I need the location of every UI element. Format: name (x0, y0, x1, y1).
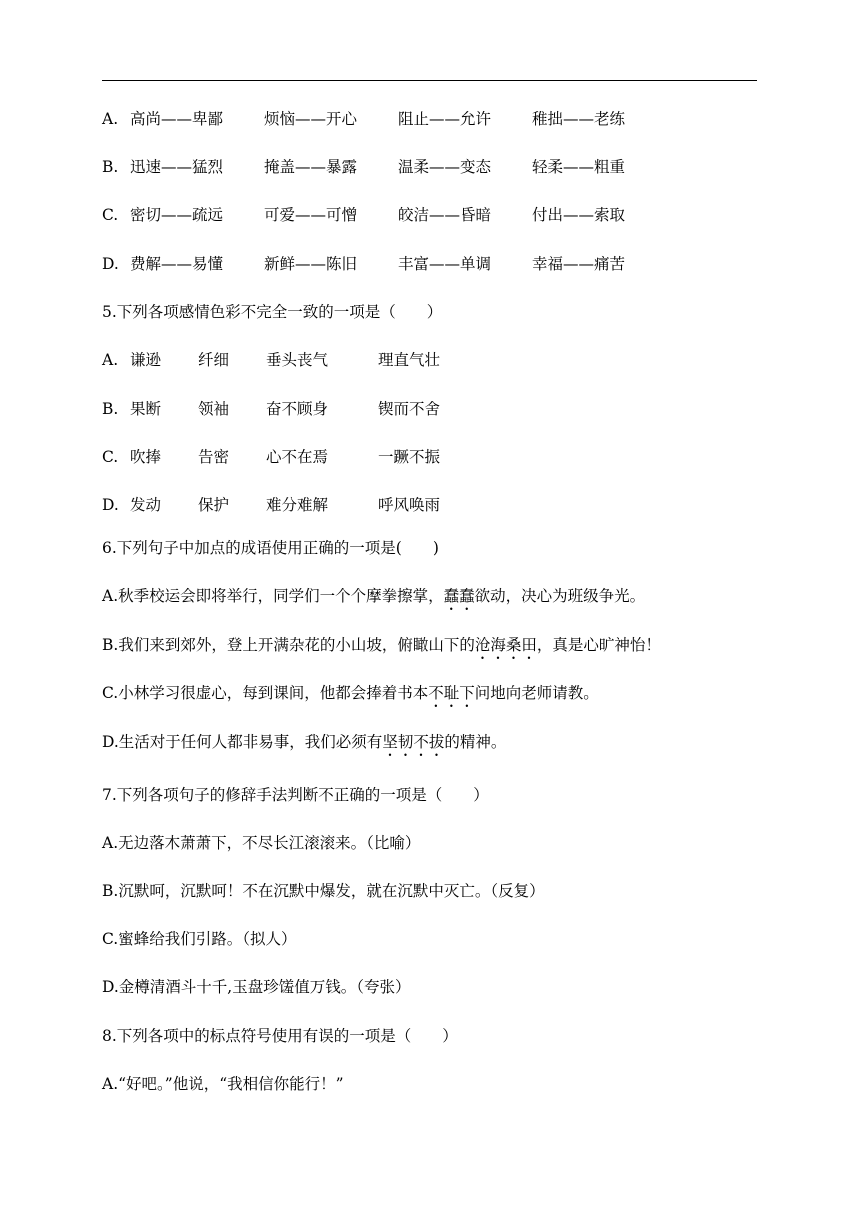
q6-option-b (102, 635, 661, 663)
q6-option-d (102, 732, 506, 760)
word: 心不在焉 (266, 448, 329, 466)
word-pair: 轻柔——粗重 (532, 158, 626, 176)
q6-option-a (102, 586, 645, 614)
q7-option-a: A.无边落木萧萧下，不尽长江滚滚来。（比喻） (102, 834, 421, 852)
word: 理直气壮 (378, 351, 441, 369)
option-letter: C. (102, 206, 119, 224)
word: 领袖 (198, 400, 230, 418)
q6-option-c (102, 683, 599, 711)
sentence-part: C.小林学习很虚心，每到课间，他都会捧着书本 (102, 684, 429, 702)
dotted-idiom: 坚韧不拔 (382, 733, 445, 751)
word: 一蹶不振 (378, 448, 441, 466)
word: 告密 (198, 448, 230, 466)
sentence-part: A.秋季校运会即将举行，同学们一个个摩拳擦掌， (102, 587, 444, 605)
word: 锲而不舍 (378, 400, 441, 418)
word-pair: 温柔——变态 (398, 158, 492, 176)
word: 吹捧 (130, 448, 162, 466)
word: 果断 (130, 400, 162, 418)
word-pair: 幸福——痛苦 (532, 255, 626, 273)
sentence-part: ，真是心旷神怡！ (536, 636, 661, 654)
sentence-part: 欲动，决心为班级争光。 (474, 587, 646, 605)
q4-option-b (102, 157, 666, 177)
word-pair: 新鲜——陈旧 (264, 255, 358, 273)
q8-stem: 8.下列各项中的标点符号使用有误的一项是（ ） (102, 1027, 458, 1045)
word: 保护 (198, 496, 230, 514)
dotted-idiom: 沧海桑田 (474, 636, 537, 654)
word-pair: 掩盖——暴露 (264, 158, 358, 176)
q7-option-b: B.沉默呵，沉默呵！不在沉默中爆发，就在沉默中灭亡。（反复） (102, 882, 545, 900)
word-pair: 可爱——可憎 (264, 206, 358, 224)
option-letter: D. (102, 496, 119, 514)
dotted-idiom: 不耻下 (428, 684, 475, 702)
q7-option-c: C.蜜蜂给我们引路。（拟人） (102, 930, 297, 948)
option-letter: C. (102, 448, 119, 466)
word-pair: 丰富——单调 (398, 255, 492, 273)
word: 纤细 (198, 351, 230, 369)
sentence-part: B.我们来到郊外，登上开满杂花的小山坡，俯瞰山下的 (102, 636, 475, 654)
q5-option-a (102, 350, 440, 370)
option-letter: A. (102, 110, 119, 128)
word-pair: 付出——索取 (532, 206, 626, 224)
sentence-part: 问地向老师请教。 (474, 684, 599, 702)
word-pair: 高尚——卑鄙 (130, 110, 224, 128)
q5-option-c (102, 447, 440, 467)
q5-stem: 5.下列各项感情色彩不完全一致的一项是（ ） (102, 303, 443, 321)
q7-option-d: D.金樽清酒斗十千,玉盘珍馐值万钱。（夸张） (102, 978, 411, 996)
q4-option-d (102, 254, 666, 274)
word-pair: 迅速——猛烈 (130, 158, 224, 176)
word-pair: 稚拙——老练 (532, 110, 626, 128)
q4-option-a (102, 109, 666, 129)
q8-option-a: A.“好吧。”他说，“我相信你能行！” (102, 1075, 344, 1093)
option-letter: A. (102, 351, 119, 369)
word-pair: 费解——易懂 (130, 255, 224, 273)
word-pair: 阻止——允许 (398, 110, 492, 128)
word-pair: 皎洁——昏暗 (398, 206, 492, 224)
q4-option-c (102, 205, 666, 225)
word: 呼风唤雨 (378, 496, 441, 514)
sentence-part: 的精神。 (444, 733, 507, 751)
option-letter: B. (102, 400, 119, 418)
word-pair: 烦恼——开心 (264, 110, 358, 128)
q6-stem: 6.下列句子中加点的成语使用正确的一项是( ) (102, 539, 439, 557)
word-pair: 密切——疏远 (130, 206, 224, 224)
option-letter: D. (102, 255, 119, 273)
q5-option-b (102, 399, 440, 419)
word: 发动 (130, 496, 162, 514)
option-letter: B. (102, 158, 119, 176)
sentence-part: D.生活对于任何人都非易事，我们必须有 (102, 733, 383, 751)
word: 奋不顾身 (266, 400, 329, 418)
word: 垂头丧气 (266, 351, 329, 369)
dotted-idiom: 蠢蠢 (443, 587, 475, 605)
q5-option-d (102, 495, 440, 515)
header-rule (102, 80, 757, 81)
word: 难分难解 (266, 496, 329, 514)
word: 谦逊 (130, 351, 162, 369)
q7-stem: 7.下列各项句子的修辞手法判断不正确的一项是（ ） (102, 786, 489, 804)
